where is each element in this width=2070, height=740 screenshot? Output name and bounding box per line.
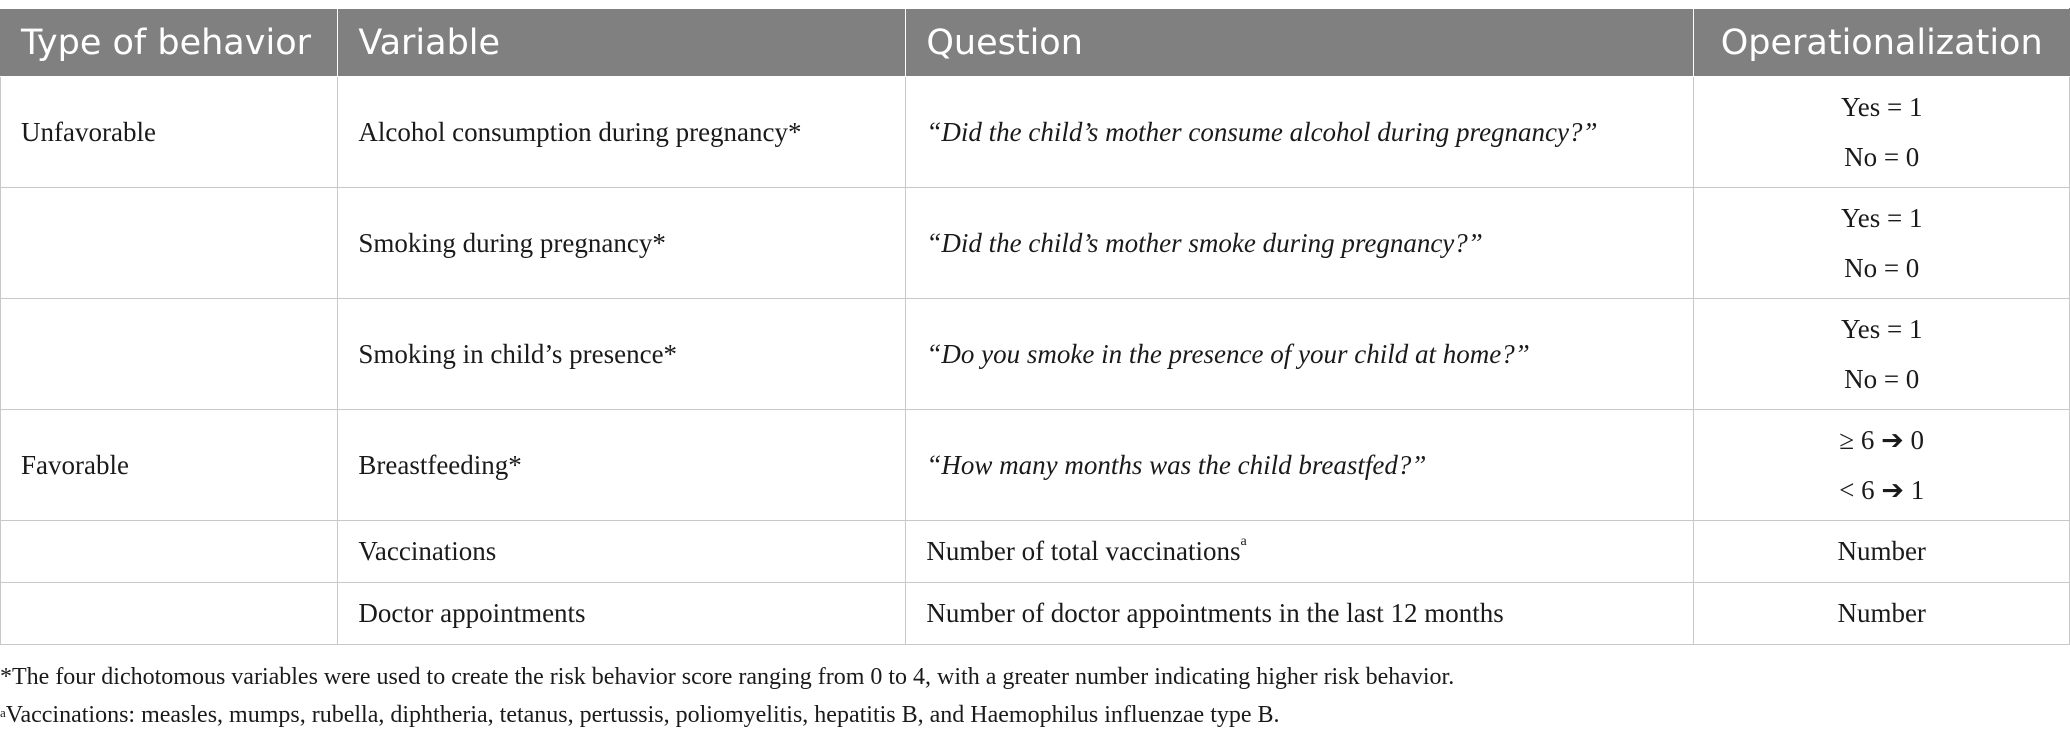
header-row	[1, 9, 2070, 77]
table-row	[1, 410, 2070, 521]
cell-operationalization	[1694, 410, 2070, 521]
op-value-1: Yes = 1	[1840, 203, 1923, 233]
table-footnotes	[0, 658, 1454, 734]
footnote-marker: a	[1240, 534, 1247, 549]
op-value-2: < 6 ➔ 1	[1839, 475, 1925, 505]
cell-variable: Smoking in child’s presence*	[338, 299, 906, 410]
cell-operationalization	[1694, 583, 2070, 645]
op-value-1: Number	[1837, 598, 1926, 628]
cell-type	[1, 188, 338, 299]
op-value-1: ≥ 6 ➔ 0	[1839, 425, 1925, 455]
footnote-2	[0, 696, 1454, 734]
cell-type	[1, 521, 338, 583]
cell-question: “How many months was the child breastfed?”	[906, 410, 1694, 521]
cell-variable: Doctor appointments	[338, 583, 906, 645]
table-row	[1, 299, 2070, 410]
cell-question: “Did the child’s mother smoke during pregnancy?”	[906, 188, 1694, 299]
table-row	[1, 188, 2070, 299]
table-row	[1, 77, 2070, 188]
cell-operationalization	[1694, 521, 2070, 583]
table-row	[1, 521, 2070, 583]
cell-question	[906, 521, 1694, 583]
op-value-1: Yes = 1	[1840, 314, 1923, 344]
op-value-1: Number	[1837, 536, 1926, 566]
footnote-2-text: Vaccinations: measles, mumps, rubella, diphtheria, tetanus, pertussis, poliomyelitis, hepatitis B, and Haemophilus influenzae type B.	[5, 702, 1280, 728]
cell-variable: Vaccinations	[338, 521, 906, 583]
header-variable: Variable	[338, 9, 906, 77]
table-row	[1, 583, 2070, 645]
header-operationalization: Operationalization	[1694, 9, 2070, 77]
cell-type: Unfavorable	[1, 77, 338, 188]
cell-question: “Did the child’s mother consume alcohol during pregnancy?”	[906, 77, 1694, 188]
cell-question: Number of doctor appointments in the last 12 months	[906, 583, 1694, 645]
cell-type	[1, 299, 338, 410]
cell-variable: Smoking during pregnancy*	[338, 188, 906, 299]
cell-operationalization	[1694, 77, 2070, 188]
op-value-2: No = 0	[1844, 253, 1920, 283]
cell-type	[1, 583, 338, 645]
cell-operationalization	[1694, 188, 2070, 299]
cell-variable: Breastfeeding*	[338, 410, 906, 521]
behavior-table	[0, 8, 2070, 645]
cell-variable: Alcohol consumption during pregnancy*	[338, 77, 906, 188]
cell-type: Favorable	[1, 410, 338, 521]
question-text: Number of total vaccinations	[926, 536, 1241, 566]
footnote-1: *The four dichotomous variables were used to create the risk behavior score ranging from 0 to 4, with a greater number indicating higher risk behavior.	[0, 664, 1455, 690]
op-value-1: Yes = 1	[1840, 92, 1923, 122]
cell-question: “Do you smoke in the presence of your child at home?”	[906, 299, 1694, 410]
header-type: Type of behavior	[1, 9, 338, 77]
table-container	[0, 8, 2070, 645]
header-question: Question	[906, 9, 1694, 77]
op-value-2: No = 0	[1844, 142, 1920, 172]
op-value-2: No = 0	[1844, 364, 1920, 394]
footnote-marker: a	[0, 705, 6, 720]
cell-operationalization	[1694, 299, 2070, 410]
